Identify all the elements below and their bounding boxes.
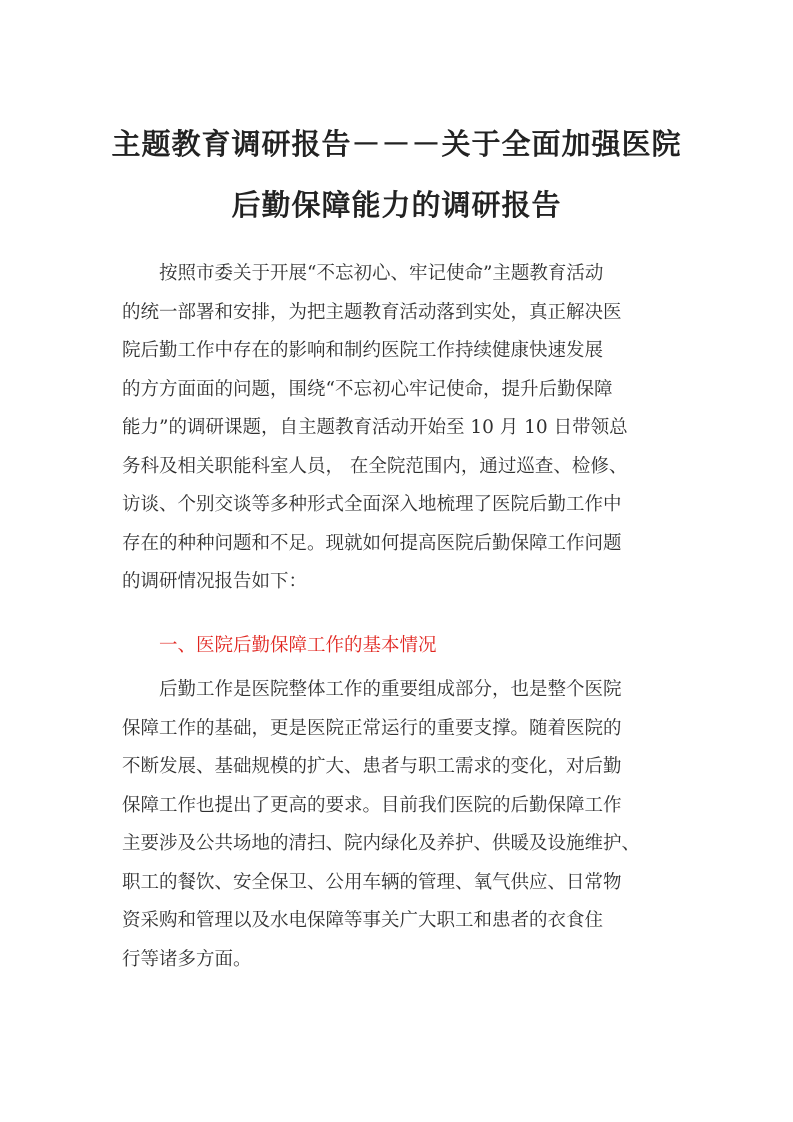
paragraph-intro [122,255,678,602]
paragraph-line: 保障工作也提出了更高的要求。目前我们医院的后勤保障工作 [122,794,622,816]
paragraph-basic-situation [122,671,678,979]
paragraph-line: 的调研情况报告如下： [122,571,308,592]
paragraph-line: 职工的餐饮、安全保卫、公用车辆的管理、氧气供应、日常物 [122,871,622,893]
paragraph-line: 访谈、个别交谈等多种形式全面深入地梳理了医院后勤工作中 [122,494,622,515]
paragraph-line: 保障工作的基础，更是医院正常运行的重要支撑。随着医院的 [122,717,622,739]
paragraph-line: 后勤工作是医院整体工作的重要组成部分，也是整个医院 [159,679,622,700]
document-title-line-1: 主题教育调研报告－－－关于全面加强医院 [111,127,682,161]
document-title-line-2: 后勤保障能力的调研报告 [231,188,562,222]
paragraph-line: 院后勤工作中存在的影响和制约医院工作持续健康快速发展 [122,340,604,361]
section-heading-1: 一、医院后勤保障工作的基本情况 [159,635,437,656]
paragraph-line: 主要涉及公共场地的清扫、院内绿化及养护、供暖及设施维护、 [122,833,641,854]
paragraph-line: 务科及相关职能科室人员， 在全院范围内，通过巡查、检修、 [122,455,628,477]
paragraph-line: 行等诸多方面。 [122,948,252,970]
paragraph-line: 资采购和管理以及水电保障等事关广大职工和患者的衣食住 [122,910,604,931]
paragraph-line: 存在的种种问题和不足。现就如何提高医院后勤保障工作问题 [122,532,622,554]
paragraph-line: 的方方面面的问题，围绕“不忘初心牢记使命，提升后勤保障 [122,378,613,400]
paragraph-line: 的统一部署和安排，为把主题教育活动落到实处，真正解决医 [122,301,622,323]
paragraph-line: 不断发展、基础规模的扩大、患者与职工需求的变化，对后勤 [122,756,622,777]
paragraph-line: 按照市委关于开展“不忘初心、牢记使命”主题教育活动 [159,263,604,284]
paragraph-line: 能力”的调研课题，自主题教育活动开始至 10 月 10 日带领总 [122,417,628,438]
